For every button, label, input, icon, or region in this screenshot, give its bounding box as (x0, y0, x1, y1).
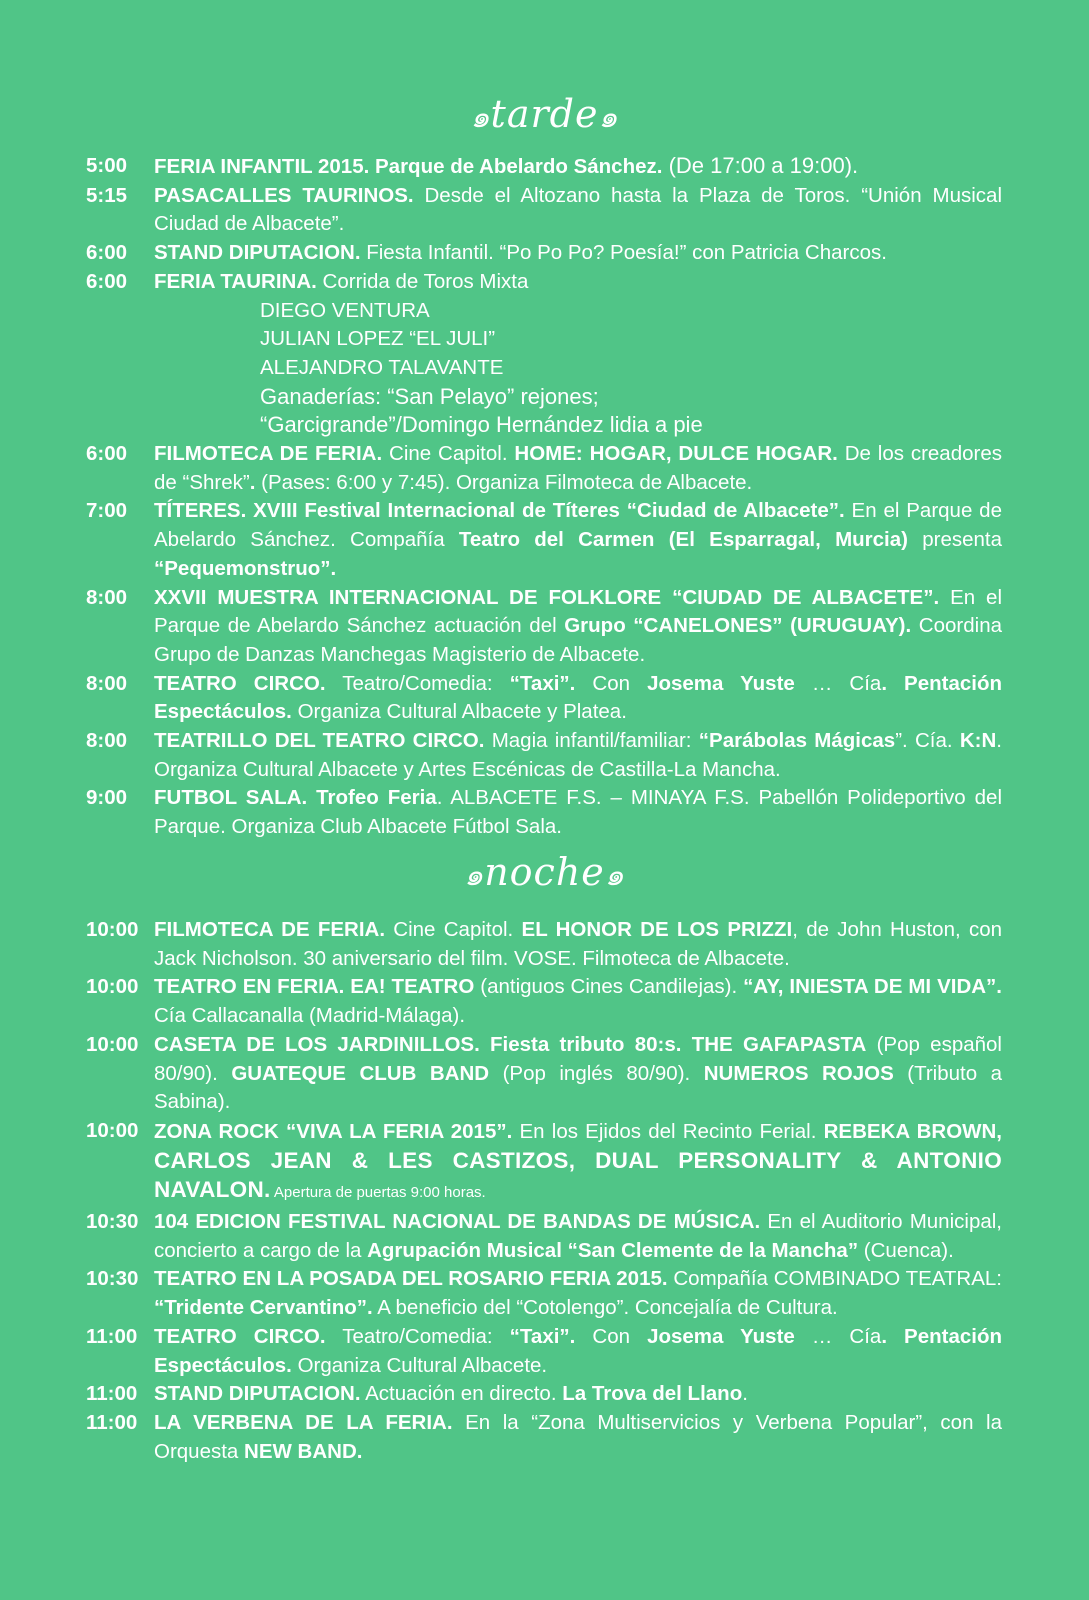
list-item: 5:00 FERIA INFANTIL 2015. Parque de Abelardo Sánchez. (De 17:00 a 19:00). (86, 153, 859, 178)
list-item: 6:00 STAND DIPUTACION. Fiesta Infantil. “Po Po Po? Poesía!” con Patricia Charcos. (86, 241, 887, 265)
tarde-schedule (86, 152, 1002, 842)
list-item: 10:30 TEATRO EN LA POSADA DEL ROSARIO FERIA 2015. Compañía COMBINADO TEATRAL: “Tridente Cervantino”. A beneficio del “Cotolengo”. Concejalía de Cultura. (86, 1267, 1003, 1320)
list-item: 11:00 TEATRO CIRCO. Teatro/Comedia: “Taxi”. Con Josema Yuste … Cía. Pentación Espectáculos. Organiza Cultural Albacete. (86, 1324, 1003, 1377)
list-item: 8:00 TEATRILLO DEL TEATRO CIRCO. Magia infantil/familiar: “Parábolas Mágicas”. Cía. K:N. Organiza Cultural Albacete y Artes Escénicas de Castilla-La Mancha. (86, 729, 1002, 781)
list-item: 10:00 ZONA ROCK “VIVA LA FERIA 2015”. En los Ejidos del Recinto Ferial. REBEKA BROWN, CARLOS JEAN & LES CASTIZOS, DUAL PERSONALITY & ANTONIO NAVALON. Apertura de puertas 9:00 horas. (86, 1118, 1002, 1203)
noche-schedule (86, 916, 1002, 1466)
tarde-heading: ๑tarde๑ (470, 92, 619, 136)
list-item: 10:00 TEATRO EN FERIA. EA! TEATRO (antiguos Cines Candilejas). “AY, INIESTA DE MI VIDA”. Cía Callacanalla (Madrid-Málaga). (86, 975, 1002, 1028)
noche-heading: ๑noche๑ (464, 850, 625, 894)
list-item: 8:00 TEATRO CIRCO. Teatro/Comedia: “Taxi”. Con Josema Yuste … Cía. Pentación Espectáculos. Organiza Cultural Albacete y Platea. (86, 671, 1003, 724)
list-item: 10:00 FILMOTECA DE FERIA. Cine Capitol. EL HONOR DE LOS PRIZZI, de John Huston, con Jack Nicholson. 30 aniversario del film. VOSE. Filmoteca de Albacete. (86, 918, 1002, 970)
list-item: 10:30 104 EDICION FESTIVAL NACIONAL DE BANDAS DE MÚSICA. En el Auditorio Municipal, concierto a cargo de la Agrupación Musical “San Clemente de la Mancha” (Cuenca). (86, 1210, 1002, 1262)
list-item: 5:15 PASACALLES TAURINOS. Desde el Altozano hasta la Plaza de Toros. “Unión Musical Ciudad de Albacete”. (86, 183, 1002, 236)
list-item: 11:00 LA VERBENA DE LA FERIA. En la “Zona Multiservicios y Verbena Popular”, con la Orquesta NEW BAND. (86, 1410, 1002, 1463)
right-swirl-icon: ๑ (604, 858, 625, 893)
left-swirl-icon: ๑ (464, 858, 485, 893)
list-item: 10:00 CASETA DE LOS JARDINILLOS. Fiesta tributo 80:s. THE GAFAPASTA (Pop español 80/90). GUATEQUE CLUB BAND (Pop inglés 80/90). NUMEROS ROJOS (Tributo a Sabina). (86, 1032, 1002, 1114)
list-item: 6:00 FERIA TAURINA. Corrida de Toros Mixta DIEGO VENTURA JULIAN LOPEZ “EL JULI” ALEJANDRO TALAVANTE Ganaderías: “San Pelayo” rejones; “Garcigrande”/Domingo Hernández lidia a pie (86, 269, 703, 438)
list-item: 7:00 TÍTERES. XVIII Festival Internacional de Títeres “Ciudad de Albacete”. En el Parque de Abelardo Sánchez. Compañía Teatro del Carmen (El Esparragal, Murcia) presenta “Pequemonstruo”. (86, 499, 1003, 580)
list-item: 11:00 STAND DIPUTACION. Actuación en directo. La Trova del Llano. (86, 1382, 748, 1406)
left-swirl-icon: ๑ (470, 100, 491, 135)
right-swirl-icon: ๑ (598, 100, 619, 135)
list-item: 6:00 FILMOTECA DE FERIA. Cine Capitol. HOME: HOGAR, DULCE HOGAR. De los creadores de “Shrek”. (Pases: 6:00 y 7:45). Organiza Filmoteca de Albacete. (86, 442, 1002, 494)
list-item: 8:00 XXVII MUESTRA INTERNACIONAL DE FOLKLORE “CIUDAD DE ALBACETE”. En el Parque de Abelardo Sánchez actuación del Grupo “CANELONES” (URUGUAY). Coordina Grupo de Danzas Manchegas Magisterio de Albacete. (86, 585, 1003, 666)
list-item: 9:00 FUTBOL SALA. Trofeo Feria. ALBACETE F.S. – MINAYA F.S. Pabellón Polideportivo del Parque. Organiza Club Albacete Fútbol Sala. (86, 786, 1002, 839)
